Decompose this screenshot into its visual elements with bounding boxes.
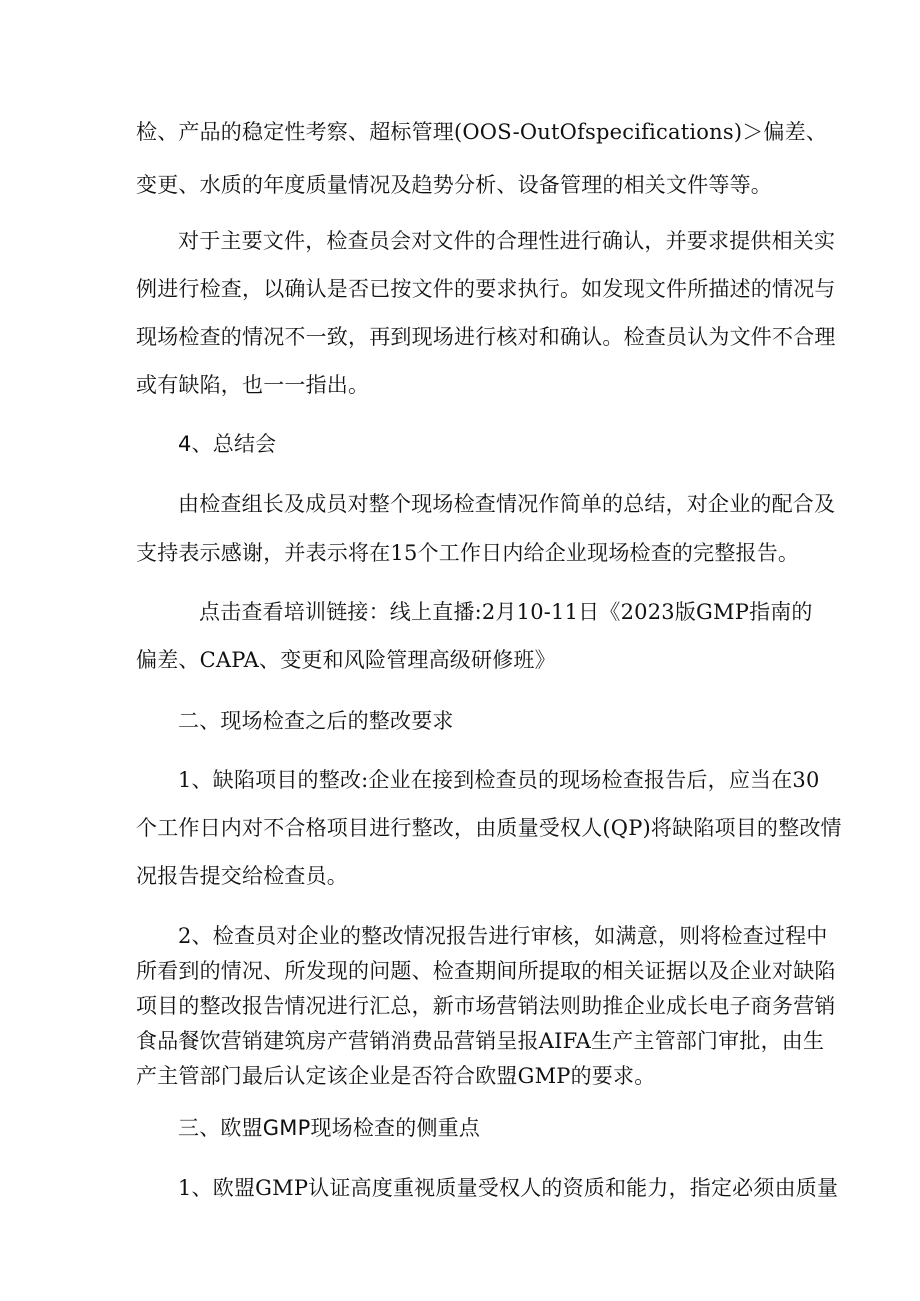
training-link-line-1[interactable]: 点击查看培训链接：线上直播:2月10-11日《2023版GMP指南的 [199,600,813,624]
paragraph-line-11: 况报告提交给检查员。 [136,864,348,888]
paragraph-line-9: 1、缺陷项目的整改:企业在接到检查员的现场检查报告后，应当在30 [178,768,820,792]
paragraph-line-7: 由检查组长及成员对整个现场检查情况作简单的总结，对企业的配合及 [178,492,836,516]
paragraph-line-1: 检、产品的稳定性考察、超标管理(OOS-OutOfspecifications)＞偏差、 [136,120,828,144]
paragraph-line-13: 所看到的情况、所发现的问题、检查期间所提取的相关证据以及企业对缺陷 [136,959,836,983]
training-link-line-2[interactable]: 偏差、CAPA、变更和风险管理高级研修班》 [136,648,556,672]
paragraph-line-3: 对于主要文件，检查员会对文件的合理性进行确认，并要求提供相关实 [178,229,836,253]
section-heading-rectification: 二、现场检查之后的整改要求 [178,709,454,733]
paragraph-line-17: 1、欧盟GMP认证高度重视质量受权人的资质和能力，指定必须由质量 [178,1176,839,1200]
paragraph-line-10: 个工作日内对不合格项目进行整改，由质量受权人(QP)将缺陷项目的整改情 [136,816,842,840]
paragraph-line-15: 食品餐饮营销建筑房产营销消费品营销呈报AIFA生产主管部门审批，由生 [136,1029,825,1053]
paragraph-line-8: 支持表示感谢，并表示将在15个工作日内给企业现场检查的完整报告。 [136,541,800,565]
paragraph-line-6: 或有缺陷，也一一指出。 [136,373,370,397]
paragraph-line-4: 例进行检查，以确认是否已按文件的要求执行。如发现文件所描述的情况与 [136,277,836,301]
section-heading-summary-meeting: 4、总结会 [178,432,277,456]
paragraph-line-5: 现场检查的情况不一致，再到现场进行核对和确认。检查员认为文件不合理 [136,325,836,349]
paragraph-line-16: 产主管部门最后认定该企业是否符合欧盟GMP的要求。 [136,1064,656,1088]
paragraph-line-14: 项目的整改报告情况进行汇总，新市场营销法则助推企业成长电子商务营销 [136,994,836,1018]
section-heading-gmp-focus: 三、欧盟GMP现场检查的侧重点 [178,1116,481,1140]
paragraph-line-12: 2、检查员对企业的整改情况报告进行审核，如满意，则将检查过程中 [178,924,828,948]
paragraph-line-2: 变更、水质的年度质量情况及趋势分析、设备管理的相关文件等等。 [136,173,772,197]
